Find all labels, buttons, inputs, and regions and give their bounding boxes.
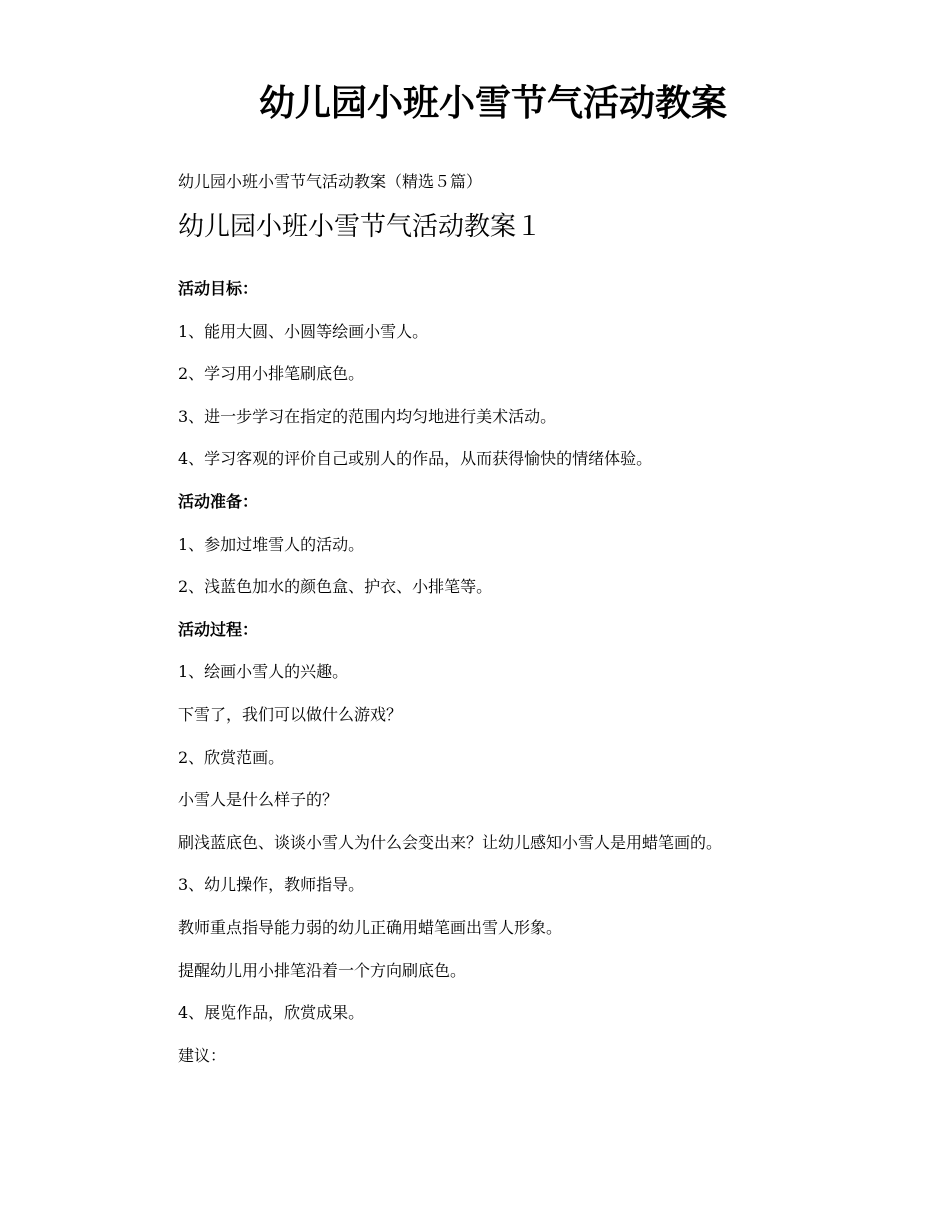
body-paragraph: 教师重点指导能力弱的幼儿正确用蜡笔画出雪人形象。: [178, 917, 563, 937]
body-paragraph: 下雪了，我们可以做什么游戏？: [178, 704, 403, 724]
body-paragraph: 1、绘画小雪人的兴趣。: [178, 662, 349, 682]
body-paragraph: 小雪人是什么样子的？: [178, 790, 339, 810]
body-paragraph: 3、幼儿操作，教师指导。: [178, 875, 365, 895]
body-paragraph: 4、展览作品，欣赏成果。: [178, 1003, 365, 1023]
body-paragraph: 3、进一步学习在指定的范围内均匀地进行美术活动。: [178, 406, 557, 426]
body-paragraph: 2、欣赏范画。: [178, 747, 285, 767]
document-body: [178, 277, 918, 1086]
document-title: 幼儿园小班小雪节气活动教案: [258, 83, 727, 124]
body-paragraph: 2、学习用小排笔刷底色。: [178, 364, 365, 384]
body-paragraph: 1、参加过堆雪人的活动。: [178, 534, 365, 554]
body-paragraph: 建议：: [178, 1045, 227, 1065]
body-paragraph: 提醒幼儿用小排笔沿着一个方向刷底色。: [178, 960, 467, 980]
body-paragraph: 刷浅蓝底色、谈谈小雪人为什么会变出来？让幼儿感知小雪人是用蜡笔画的。: [178, 832, 723, 852]
section-label: 活动准备：: [178, 491, 259, 511]
section-heading: 幼儿园小班小雪节气活动教案１: [178, 212, 543, 242]
body-paragraph: 1、能用大圆、小圆等绘画小雪人。: [178, 321, 429, 341]
section-label: 活动目标：: [178, 279, 259, 298]
body-paragraph: 4、学习客观的评价自己或别人的作品，从而获得愉快的情绪体验。: [178, 449, 653, 469]
section-label: 活动过程：: [178, 619, 259, 639]
document-subtitle: 幼儿园小班小雪节气活动教案（精选５篇）: [178, 172, 483, 191]
body-paragraph: 2、浅蓝色加水的颜色盒、护衣、小排笔等。: [178, 577, 493, 597]
